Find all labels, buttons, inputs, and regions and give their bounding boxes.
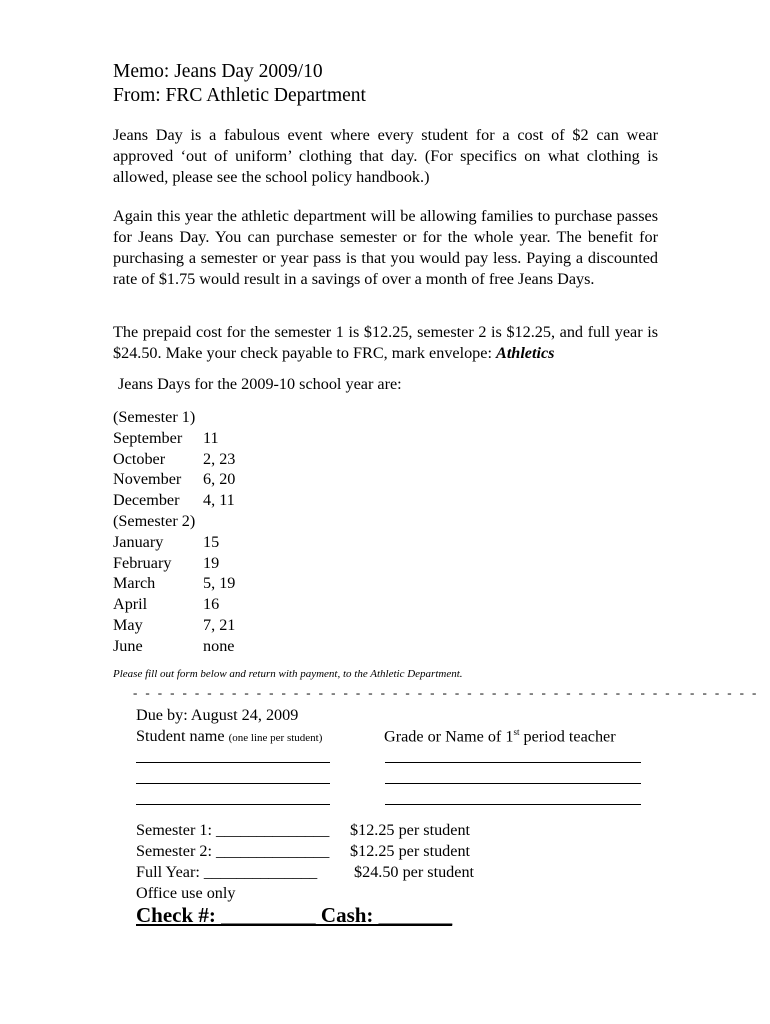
schedule-month: November (113, 470, 182, 489)
schedule-month: January (113, 532, 164, 551)
schedule-row (113, 511, 313, 532)
student-name-note: (one line per student) (228, 732, 323, 744)
student-name-line[interactable] (136, 804, 330, 805)
schedule-days: 16 (203, 595, 220, 614)
teacher-line[interactable] (385, 762, 641, 763)
check-cash-field[interactable]: Check #: _________ Cash: _______ (136, 903, 453, 927)
semester1-price: $12.25 per student (350, 821, 471, 839)
student-name-line[interactable] (136, 762, 330, 763)
schedule-list (113, 407, 313, 657)
schedule-row (113, 469, 313, 490)
schedule-days: 11 (203, 428, 219, 447)
schedule-days: none (203, 636, 235, 655)
schedule-row (113, 490, 313, 511)
schedule-month: February (113, 553, 172, 572)
schedule-month: May (113, 615, 143, 634)
schedule-days: 5, 19 (203, 574, 236, 593)
due-date: Due by: August 24, 2009 (136, 706, 299, 724)
teacher-label-post: period teacher (519, 727, 616, 746)
schedule-days: 4, 11 (203, 491, 235, 510)
memo-from: From: FRC Athletic Department (113, 85, 366, 106)
schedule-row (113, 573, 313, 594)
memo-title: Memo: Jeans Day 2009/10 (113, 61, 323, 82)
full-year-price: $24.50 per student (354, 863, 475, 881)
teacher-header (384, 727, 616, 746)
teacher-label-pre: Grade or Name of 1 (384, 727, 514, 746)
semester1-field[interactable]: Semester 1: ______________ (136, 821, 330, 839)
schedule-row (113, 636, 313, 657)
schedule-row (113, 594, 313, 615)
schedule-month: April (113, 595, 148, 614)
schedule-row (113, 553, 313, 574)
schedule-row (113, 407, 313, 428)
student-name-header (136, 727, 322, 746)
schedule-month: (Semester 2) (113, 511, 196, 530)
schedule-row (113, 449, 313, 470)
schedule-month: June (113, 636, 143, 655)
paragraph-cost-text: The prepaid cost for the semester 1 is $12.25, semester 2 is $12.25, and full year is $24.50. Make your check payable to FRC, mark envelope: (113, 323, 658, 362)
schedule-days: 6, 20 (203, 470, 236, 489)
cut-line: - - - - - - - - - - - - - - - - - - - - - - - - - - - - - - - - - - - - - - - - - - - - - - - - - - - (133, 685, 759, 700)
paragraph-cost-emphasis: Athletics (496, 344, 555, 362)
schedule-month: March (113, 574, 156, 593)
teacher-line[interactable] (385, 783, 641, 784)
schedule-month: September (113, 428, 183, 447)
schedule-row (113, 532, 313, 553)
office-use-label: Office use only (136, 884, 236, 902)
paragraph-intro: Jeans Day is a fabulous event where every student for a cost of $2 can wear approved ‘out of uniform’ clothing that day. (For specifics on what clothing is allowed, please see the school policy handbook.) (113, 126, 658, 186)
full-year-field[interactable]: Full Year: ______________ (136, 863, 318, 881)
semester2-price: $12.25 per student (350, 842, 471, 860)
semester2-field[interactable]: Semester 2: ______________ (136, 842, 330, 860)
student-name-line[interactable] (136, 783, 330, 784)
form-instruction: Please fill out form below and return with payment, to the Athletic Department. (113, 668, 463, 680)
schedule-month: December (113, 491, 180, 510)
schedule-days: 19 (203, 553, 220, 572)
paragraph-cost (113, 322, 658, 364)
schedule-days: 7, 21 (203, 615, 236, 634)
schedule-days: 2, 23 (203, 449, 236, 468)
teacher-label-sup: st (513, 727, 520, 737)
student-name-label: Student name (136, 727, 225, 745)
schedule-intro: Jeans Days for the 2009-10 school year are: (118, 375, 402, 393)
schedule-row (113, 428, 313, 449)
schedule-days: 15 (203, 532, 220, 551)
schedule-month: October (113, 449, 166, 468)
paragraph-passes: Again this year the athletic department will be allowing families to purchase passes for Jeans Day. You can purchase semester or for the whole year. The benefit for purchasing a semester or year pass is that you would pay less. Paying a discounted rate of $1.75 would result in a savings of over a month of free Jeans Days. (113, 207, 658, 288)
schedule-month: (Semester 1) (113, 408, 196, 426)
schedule-row (113, 615, 313, 636)
teacher-line[interactable] (385, 804, 641, 805)
